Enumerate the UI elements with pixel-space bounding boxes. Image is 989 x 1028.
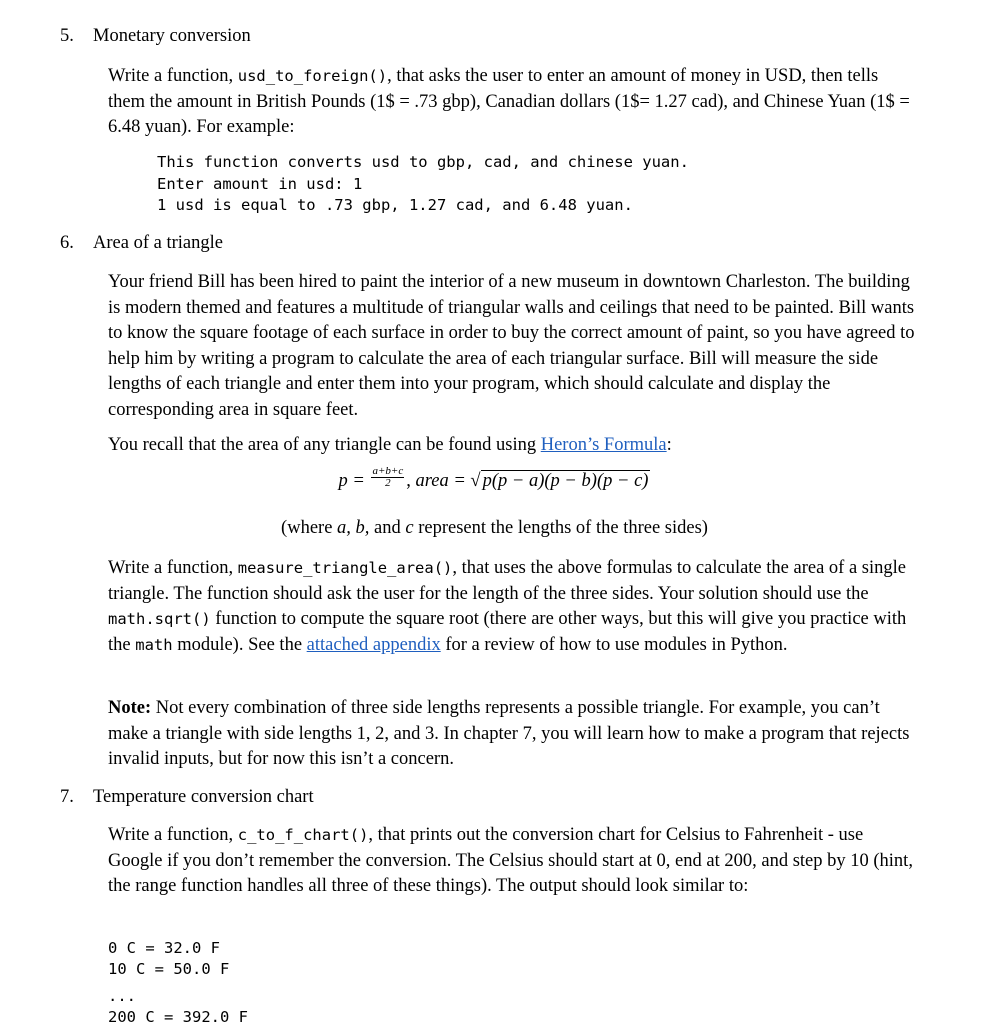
item-6-paragraph-3 bbox=[108, 556, 918, 658]
item-title: Area of a triangle bbox=[93, 233, 223, 253]
text: Write a function, bbox=[108, 66, 238, 86]
item-7-code-example bbox=[108, 938, 248, 1028]
fraction bbox=[371, 466, 404, 489]
text: Write a function, bbox=[108, 558, 238, 578]
item-5-paragraph bbox=[108, 64, 918, 141]
formula-caption bbox=[0, 518, 989, 539]
item-number: 7. bbox=[60, 787, 74, 807]
item-6-paragraph-2 bbox=[108, 433, 918, 459]
text: represent the lengths of the three sides) bbox=[413, 518, 708, 538]
function-name: c_to_f_chart() bbox=[237, 826, 369, 844]
formula-p: p = bbox=[338, 470, 370, 491]
text: for a review of how to use modules in Python. bbox=[440, 634, 788, 655]
text: (where bbox=[281, 518, 338, 538]
code-line: 0 C = 32.0 F bbox=[108, 939, 220, 957]
text: and bbox=[369, 518, 406, 538]
text: Your friend Bill has been hired to paint the interior of a new museum in downtown Charleston. The building is modern themed and features a multitude of triangular walls and ceilings that need to be painted. Bill wants to know the square footage of each surface in order to buy the correct amount of paint, so you have agreed to help him by writing a program to calculate the area of each triangular surface. Bill will measure the side lengths of each triangle and enter them into your program, which should calculate and display the corresponding area in square feet. bbox=[108, 272, 915, 420]
appendix-link[interactable]: attached appendix bbox=[306, 634, 441, 655]
fraction-numerator: a+b+c bbox=[372, 465, 404, 477]
function-name: measure_triangle_area() bbox=[237, 559, 453, 577]
variables: a, b, bbox=[337, 518, 370, 538]
code-inline: math bbox=[135, 635, 173, 654]
text: Write a function, bbox=[108, 825, 238, 845]
item-6-note bbox=[108, 696, 918, 773]
text: function to compute the square root (there are other ways, but this will give you practice with the bbox=[108, 609, 907, 655]
text: , that asks the user to enter an amount of money in USD, then tells them the amount in British Pounds (1$ = .73 gbp), Canadian dollars (1$= 1.27 cad), and Chinese Yuan (1$ = 6.48 yuan). For example: bbox=[108, 66, 910, 137]
text: Not every combination of three side lengths represents a possible triangle. For example, you can’t make a triangle with side lengths 1, 2, and 3. In chapter 7, you will learn how to make a program that rejects invalid inputs, but for now this isn’t a concern. bbox=[108, 698, 910, 769]
code-line: This function converts usd to gbp, cad, and chinese yuan. bbox=[157, 153, 689, 171]
code-line: ... bbox=[108, 987, 136, 1005]
item-title: Temperature conversion chart bbox=[93, 787, 314, 807]
code-line: 10 C = 50.0 F bbox=[108, 960, 230, 978]
item-number: 6. bbox=[60, 233, 74, 253]
code-line: 1 usd is equal to .73 gbp, 1.27 cad, and 6.48 yuan. bbox=[157, 196, 633, 214]
item-7-heading bbox=[60, 787, 314, 808]
fraction-denominator: 2 bbox=[385, 477, 391, 489]
code-line: 200 C = 392.0 F bbox=[108, 1008, 248, 1026]
item-title: Monetary conversion bbox=[93, 26, 251, 46]
formula-area: area = √ bbox=[415, 470, 481, 491]
code-inline: math.sqrt() bbox=[108, 610, 211, 628]
herons-formula bbox=[0, 465, 989, 493]
radicand: p(p − a)(p − b)(p − c) bbox=[482, 470, 649, 491]
item-6-paragraph-1 bbox=[108, 270, 918, 423]
item-number: 5. bbox=[60, 26, 74, 46]
item-7-paragraph bbox=[108, 823, 918, 900]
text: , that uses the above formulas to calculate the area of a single triangle. The function should ask the user for the length of the three sides. Your solution should use the bbox=[108, 558, 906, 604]
note-label: Note: bbox=[108, 698, 152, 718]
text: You recall that the area of any triangle can be found using bbox=[108, 435, 541, 455]
variable: c bbox=[405, 518, 414, 538]
text: module). See the bbox=[172, 634, 307, 655]
code-line: Enter amount in usd: 1 bbox=[157, 174, 363, 193]
text: , that prints out the conversion chart for Celsius to Fahrenheit - use Google if you don’t remember the conversion. The Celsius should start at 0, end at 200, and step by 10 (hint, the range function handles all three of these things). The output should look similar to: bbox=[108, 825, 913, 896]
text: : bbox=[666, 435, 672, 455]
function-name: usd_to_foreign() bbox=[237, 67, 388, 85]
item-6-heading bbox=[60, 233, 223, 254]
item-5-heading bbox=[60, 26, 251, 47]
formula-separator: , bbox=[406, 470, 416, 491]
herons-formula-link[interactable]: Heron’s Formula bbox=[540, 435, 667, 455]
item-5-code-example bbox=[157, 152, 689, 217]
